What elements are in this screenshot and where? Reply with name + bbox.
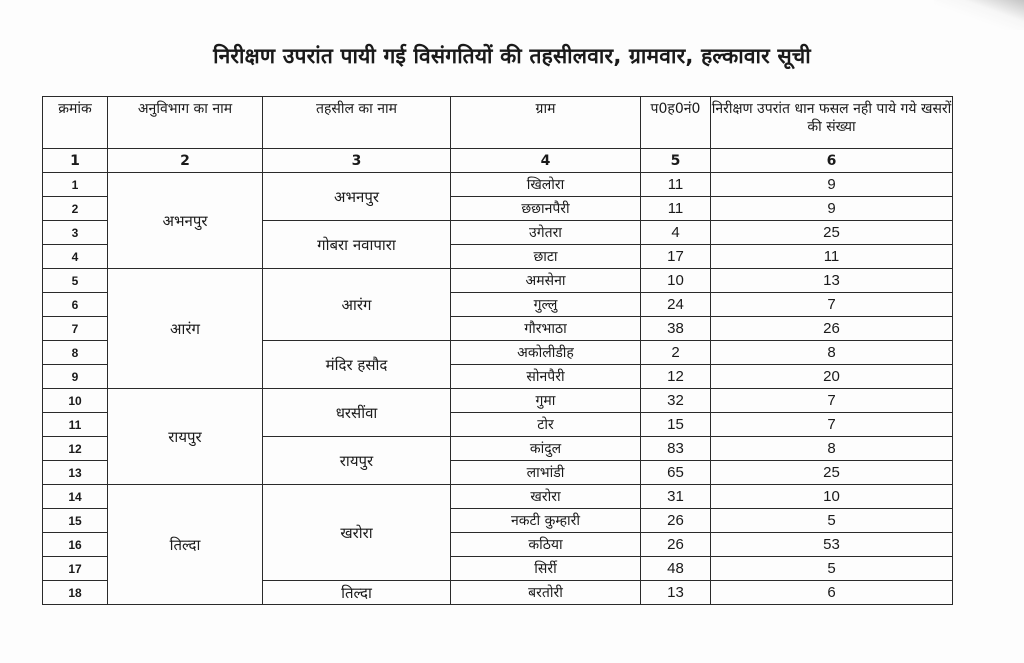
table-row xyxy=(43,173,953,197)
subdivision-cell: रायपुर xyxy=(108,389,263,485)
tehsil-cell: रायपुर xyxy=(263,437,451,485)
village-cell: सोनपैरी xyxy=(451,365,641,389)
patwari-halka-number-cell: 31 xyxy=(641,485,711,509)
header-village: ग्राम xyxy=(451,97,641,149)
khasra-count-cell: 7 xyxy=(711,389,953,413)
table-row xyxy=(43,269,953,293)
page-corner-shadow xyxy=(934,0,1024,30)
tehsil-cell: गोबरा नवापारा xyxy=(263,221,451,269)
patwari-halka-number-cell: 11 xyxy=(641,197,711,221)
village-cell: उगेतरा xyxy=(451,221,641,245)
tehsil-cell: धरसींवा xyxy=(263,389,451,437)
tehsil-cell: आरंग xyxy=(263,269,451,341)
serial-number-cell: 12 xyxy=(43,437,108,461)
column-number: 5 xyxy=(641,149,711,173)
header-serial: क्रमांक xyxy=(43,97,108,149)
khasra-count-cell: 7 xyxy=(711,293,953,317)
patwari-halka-number-cell: 4 xyxy=(641,221,711,245)
khasra-count-cell: 10 xyxy=(711,485,953,509)
serial-number-cell: 6 xyxy=(43,293,108,317)
village-cell: गुल्लु xyxy=(451,293,641,317)
khasra-count-cell: 8 xyxy=(711,437,953,461)
patwari-halka-number-cell: 38 xyxy=(641,317,711,341)
column-number: 4 xyxy=(451,149,641,173)
column-number: 6 xyxy=(711,149,953,173)
serial-number-cell: 17 xyxy=(43,557,108,581)
patwari-halka-number-cell: 15 xyxy=(641,413,711,437)
patwari-halka-number-cell: 12 xyxy=(641,365,711,389)
village-cell: अमसेना xyxy=(451,269,641,293)
patwari-halka-number-cell: 10 xyxy=(641,269,711,293)
village-cell: कठिया xyxy=(451,533,641,557)
patwari-halka-number-cell: 65 xyxy=(641,461,711,485)
document-title: निरीक्षण उपरांत पायी गई विसंगतियों की तहसीलवार, ग्रामवार, हल्कावार सूची xyxy=(213,44,811,68)
khasra-count-cell: 6 xyxy=(711,581,953,605)
khasra-count-cell: 7 xyxy=(711,413,953,437)
khasra-count-cell: 25 xyxy=(711,461,953,485)
khasra-count-cell: 8 xyxy=(711,341,953,365)
column-number: 3 xyxy=(263,149,451,173)
tehsil-cell: तिल्दा xyxy=(263,581,451,605)
village-cell: गुमा xyxy=(451,389,641,413)
column-number: 2 xyxy=(108,149,263,173)
header-patwari-halka-no: प0ह0नं0 xyxy=(641,97,711,149)
village-cell: छछानपैरी xyxy=(451,197,641,221)
khasra-count-cell: 13 xyxy=(711,269,953,293)
village-cell: अकोलीडीह xyxy=(451,341,641,365)
column-number: 1 xyxy=(43,149,108,173)
serial-number-cell: 18 xyxy=(43,581,108,605)
patwari-halka-number-cell: 32 xyxy=(641,389,711,413)
subdivision-cell: तिल्दा xyxy=(108,485,263,605)
village-cell: खिलोरा xyxy=(451,173,641,197)
village-cell: बरतोरी xyxy=(451,581,641,605)
serial-number-cell: 15 xyxy=(43,509,108,533)
patwari-halka-number-cell: 17 xyxy=(641,245,711,269)
khasra-count-cell: 5 xyxy=(711,557,953,581)
village-cell: लाभांडी xyxy=(451,461,641,485)
khasra-count-cell: 53 xyxy=(711,533,953,557)
tehsil-cell: मंदिर हसौद xyxy=(263,341,451,389)
patwari-halka-number-cell: 83 xyxy=(641,437,711,461)
khasra-count-cell: 20 xyxy=(711,365,953,389)
tehsil-cell: अभनपुर xyxy=(263,173,451,221)
header-tehsil: तहसील का नाम xyxy=(263,97,451,149)
serial-number-cell: 11 xyxy=(43,413,108,437)
table-row xyxy=(43,389,953,413)
village-cell: खरोरा xyxy=(451,485,641,509)
khasra-count-cell: 25 xyxy=(711,221,953,245)
village-cell: छाटा xyxy=(451,245,641,269)
patwari-halka-number-cell: 2 xyxy=(641,341,711,365)
header-subdivision: अनुविभाग का नाम xyxy=(108,97,263,149)
table-row xyxy=(43,485,953,509)
header-row xyxy=(43,97,953,149)
khasra-count-cell: 5 xyxy=(711,509,953,533)
serial-number-cell: 7 xyxy=(43,317,108,341)
patwari-halka-number-cell: 26 xyxy=(641,533,711,557)
serial-number-cell: 13 xyxy=(43,461,108,485)
patwari-halka-number-cell: 24 xyxy=(641,293,711,317)
patwari-halka-number-cell: 48 xyxy=(641,557,711,581)
village-cell: नकटी कुम्हारी xyxy=(451,509,641,533)
serial-number-cell: 16 xyxy=(43,533,108,557)
patwari-halka-number-cell: 13 xyxy=(641,581,711,605)
serial-number-cell: 5 xyxy=(43,269,108,293)
patwari-halka-number-cell: 11 xyxy=(641,173,711,197)
subdivision-cell: अभनपुर xyxy=(108,173,263,269)
khasra-count-cell: 9 xyxy=(711,197,953,221)
tehsil-cell: खरोरा xyxy=(263,485,451,581)
khasra-count-cell: 26 xyxy=(711,317,953,341)
patwari-halka-number-cell: 26 xyxy=(641,509,711,533)
serial-number-cell: 14 xyxy=(43,485,108,509)
column-number-row xyxy=(43,149,953,173)
discrepancy-table xyxy=(42,96,953,605)
serial-number-cell: 8 xyxy=(43,341,108,365)
village-cell: टोर xyxy=(451,413,641,437)
village-cell: गौरभाठा xyxy=(451,317,641,341)
village-cell: सिर्री xyxy=(451,557,641,581)
serial-number-cell: 1 xyxy=(43,173,108,197)
subdivision-cell: आरंग xyxy=(108,269,263,389)
serial-number-cell: 4 xyxy=(43,245,108,269)
table-body xyxy=(43,173,953,605)
serial-number-cell: 9 xyxy=(43,365,108,389)
village-cell: कांदुल xyxy=(451,437,641,461)
khasra-count-cell: 9 xyxy=(711,173,953,197)
serial-number-cell: 10 xyxy=(43,389,108,413)
serial-number-cell: 2 xyxy=(43,197,108,221)
khasra-count-cell: 11 xyxy=(711,245,953,269)
header-khasra-count: निरीक्षण उपरांत धान फसल नही पाये गये खसरों की संख्या xyxy=(711,97,953,149)
serial-number-cell: 3 xyxy=(43,221,108,245)
